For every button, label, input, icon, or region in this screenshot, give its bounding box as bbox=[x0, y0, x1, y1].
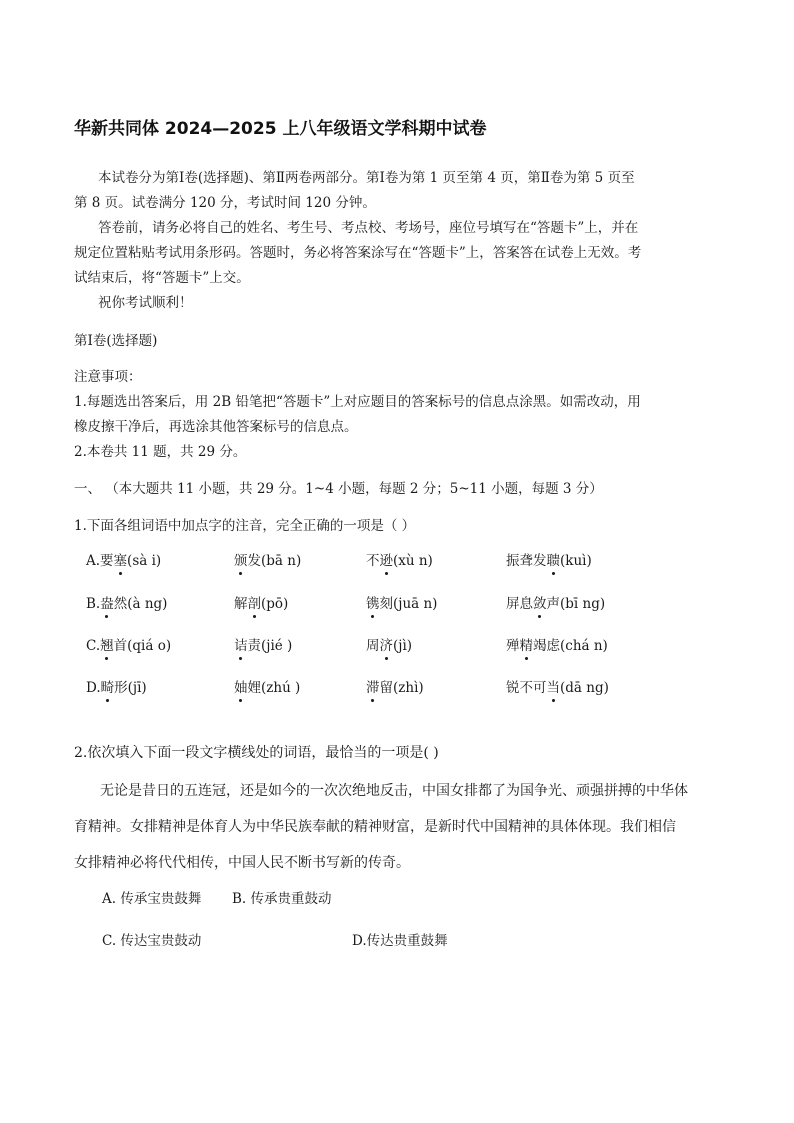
intro-wish: 祝你考试顺利！ bbox=[98, 295, 193, 311]
note-1-line1: 1.每题选出答案后，用 2B 铅笔把“答题卡”上对应题目的答案标号的信息点涂黑。如需改动，用 bbox=[74, 394, 641, 410]
dotted-char: 聩 bbox=[546, 553, 560, 569]
q2-option-d: D.传达贵重鼓舞 bbox=[352, 933, 448, 949]
option-pinyin: 责(jié ) bbox=[247, 638, 293, 654]
option-pinyin: 刻(juā n) bbox=[379, 596, 438, 612]
dotted-char: 滞 bbox=[366, 680, 380, 696]
option-text: 振聋发 bbox=[506, 553, 547, 569]
dotted-char: 剖 bbox=[247, 596, 261, 612]
option-text: 殚 bbox=[506, 638, 520, 654]
q1-option-r2-c3 bbox=[366, 594, 437, 614]
option-pinyin: (dā ng) bbox=[560, 680, 609, 696]
dotted-char: 诘 bbox=[234, 638, 248, 654]
option-text: C. bbox=[86, 638, 101, 654]
q2-passage-line2: 育精神。女排精神是体育人为中华民族奉献的精神财富，是新时代中国精神的具体体现。我们相信 bbox=[74, 819, 676, 835]
dotted-char: 畸 bbox=[100, 680, 115, 696]
option-pinyin: 声(bī ng) bbox=[546, 596, 606, 612]
q1-option-r4-c2 bbox=[234, 678, 300, 698]
q1-option-r2-c1 bbox=[86, 594, 167, 614]
option-text: A.要 bbox=[86, 553, 114, 569]
dotted-char: 镌 bbox=[366, 596, 380, 612]
dotted-char: 颁 bbox=[234, 553, 248, 569]
option-text: D. bbox=[86, 680, 101, 696]
option-text: 解 bbox=[234, 596, 248, 612]
intro-p2-line1: 答卷前，请务必将自己的姓名、考生号、考点校、考场号，座位号填写在“答题卡”上，并在 bbox=[98, 220, 639, 236]
intro-p2-line3: 试结束后，将“答题卡”上交。 bbox=[74, 270, 250, 286]
option-pinyin: 娌(zhú ) bbox=[247, 680, 301, 696]
dotted-char: 翘 bbox=[100, 638, 114, 654]
q2-passage-line1: 无论是昔日的五连冠，还是如今的一次次绝地反击，中国女排都了为国争光、顽强拼搏的中华体 bbox=[100, 783, 688, 799]
q2-passage-line3: 女排精神必将代代相传，中国人民不断书写新的传奇。 bbox=[74, 855, 410, 871]
option-pinyin: 首(qiá o) bbox=[113, 638, 172, 654]
intro-p1-line1: 本试卷分为第Ⅰ卷(选择题)、第Ⅱ两卷两部分。第Ⅰ卷为第 1 页至第 4 页，第Ⅱ卷为第 5 页至 bbox=[98, 170, 635, 186]
q2-option-b: B. 传承贵重鼓动 bbox=[232, 891, 332, 907]
option-pinyin: 然(à ng) bbox=[113, 596, 168, 612]
intro-p2-line2: 规定位置粘贴考试用条形码。答题时，务必将答案涂写在“答题卡”上，答案答在试卷上无效。考 bbox=[74, 245, 642, 261]
q1-option-r1-c2 bbox=[234, 551, 301, 571]
option-pinyin: (sà i) bbox=[127, 553, 162, 569]
dotted-char: 盎 bbox=[100, 596, 114, 612]
option-text: 不 bbox=[366, 553, 380, 569]
q1-option-r4-c3 bbox=[366, 678, 424, 698]
notes-heading: 注意事项： bbox=[74, 369, 142, 385]
option-pinyin: 形(jī) bbox=[114, 680, 147, 696]
option-pinyin: 竭虑(chá n) bbox=[533, 638, 608, 654]
q2-option-a: A. 传承宝贵鼓舞 bbox=[102, 891, 202, 907]
note-2: 2.本卷共 11 题，共 29 分。 bbox=[74, 444, 247, 460]
dotted-char: 当 bbox=[546, 680, 560, 696]
q1-option-r4-c1 bbox=[86, 678, 147, 698]
option-text: B. bbox=[86, 596, 101, 612]
q1-option-r1-c1 bbox=[86, 551, 161, 571]
q1-option-r1-c4 bbox=[506, 551, 592, 571]
dotted-char: 济 bbox=[379, 638, 393, 654]
q2-option-c: C. 传达宝贵鼓动 bbox=[102, 933, 202, 949]
q1-option-r4-c4 bbox=[506, 678, 609, 698]
dotted-char: 妯 bbox=[234, 680, 248, 696]
dotted-char: 塞 bbox=[113, 553, 128, 569]
dotted-char: 敛 bbox=[533, 596, 547, 612]
dotted-char: 逊 bbox=[379, 553, 393, 569]
q1-option-r3-c1 bbox=[86, 636, 171, 656]
option-pinyin: 发(bā n) bbox=[247, 553, 302, 569]
dotted-char: 精 bbox=[519, 638, 533, 654]
q1-stem: 1.下面各组词语中加点字的注音，完全正确的一项是（ ） bbox=[74, 518, 416, 534]
q1-option-r2-c4 bbox=[506, 594, 605, 614]
option-text: 屏息 bbox=[506, 596, 533, 612]
option-text: 周 bbox=[366, 638, 380, 654]
option-pinyin: (kuì) bbox=[560, 553, 592, 569]
q1-option-r3-c3 bbox=[366, 636, 412, 656]
q1-option-r3-c2 bbox=[234, 636, 292, 656]
section-title: 第Ⅰ卷(选择题) bbox=[74, 333, 158, 349]
option-pinyin: (xù n) bbox=[393, 553, 433, 569]
option-pinyin: (pō) bbox=[261, 596, 289, 612]
note-1-line2: 橡皮擦干净后，再选涂其他答案标号的信息点。 bbox=[74, 419, 358, 435]
option-pinyin: (jì) bbox=[393, 638, 413, 654]
q1-option-r2-c2 bbox=[234, 594, 288, 614]
intro-p1-line2: 第 8 页。试卷满分 120 分，考试时间 120 分钟。 bbox=[74, 195, 376, 211]
option-text: 锐不可 bbox=[506, 680, 547, 696]
q2-stem: 2.依次填入下面一段文字横线处的词语，最恰当的一项是( ) bbox=[74, 745, 439, 761]
q1-option-r3-c4 bbox=[506, 636, 608, 656]
q1-option-r1-c3 bbox=[366, 551, 433, 571]
exam-title: 华新共同体 2024—2025 上八年级语文学科期中试卷 bbox=[74, 119, 487, 139]
option-pinyin: 留(zhì) bbox=[379, 680, 424, 696]
part1-header: 一、 （本大题共 11 小题，共 29 分。1~4 小题，每题 2 分；5~11 小题，每题 3 分） bbox=[74, 481, 603, 497]
